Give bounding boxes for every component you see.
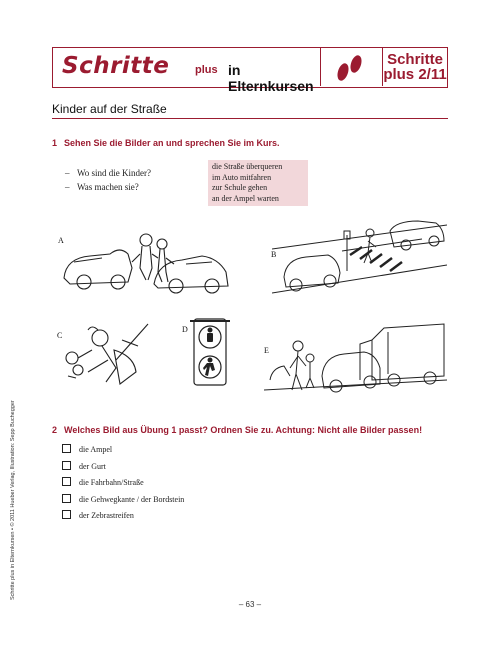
section-title: Kinder auf der Straße: [52, 102, 167, 116]
answer-checkbox[interactable]: [62, 510, 71, 519]
vocabulary-term: die Fahrbahn/Straße: [79, 478, 144, 487]
series-line-1: Schritte: [387, 51, 443, 68]
question-text: Was machen sie?: [77, 182, 139, 192]
children-crossing-between-cars-illustration: [62, 228, 232, 296]
child-with-seatbelt-illustration: [58, 320, 158, 395]
answer-checkbox[interactable]: [62, 461, 71, 470]
vocabulary-term: der Zebrastreifen: [79, 511, 134, 520]
phrase-item: an der Ampel warten: [212, 193, 279, 203]
phrase-item: im Auto mitfahren: [212, 172, 272, 182]
picture-label-e: E: [264, 346, 269, 355]
header-subtitle: in Elternkursen: [228, 62, 314, 94]
pedestrian-traffic-light-illustration: [190, 315, 230, 390]
answer-checkbox[interactable]: [62, 477, 71, 486]
task-2-instruction: [52, 425, 422, 435]
section-divider: [52, 118, 448, 119]
parked-cars-sidewalk-illustration: [264, 318, 447, 400]
picture-label-d: D: [182, 325, 188, 334]
task-2-number: 2: [52, 425, 58, 435]
question-item: [65, 168, 151, 178]
task-1-instruction: [52, 138, 280, 148]
answer-checkbox[interactable]: [62, 494, 71, 503]
question-dash: –: [65, 182, 70, 192]
page-header: [52, 47, 448, 94]
question-dash: –: [65, 168, 70, 178]
series-label: [382, 48, 447, 86]
task-1-number: 1: [52, 138, 58, 148]
phrase-item: zur Schule gehen: [212, 183, 268, 192]
task-2-text: Welches Bild aus Übung 1 passt? Ordnen Sie zu. Achtung: Nicht alle Bilder passen!: [64, 425, 423, 435]
header-title-cell: [53, 48, 321, 94]
copyright-credit: Schritte plus in Elternkursen • © 2011 Hueber Verlag, Illustration: Sepp Buchegger: [10, 400, 16, 600]
brand-name: Schritte: [62, 53, 170, 79]
question-text: Wo sind die Kinder?: [77, 168, 152, 178]
phrase-item: die Straße überqueren: [212, 162, 283, 171]
footprints-icon: [331, 52, 371, 84]
page-number: – 63 –: [238, 600, 262, 609]
picture-label-b: B: [271, 250, 277, 259]
picture-label-a: A: [58, 236, 64, 245]
vocabulary-term: die Gehwegkante / der Bordstein: [79, 494, 185, 504]
question-item: [65, 182, 139, 192]
brand-plus: plus: [195, 64, 218, 76]
zebra-crossing-street-illustration: [272, 217, 447, 297]
phrase-box: [208, 160, 308, 206]
answer-checkbox[interactable]: [62, 444, 71, 453]
vocabulary-term: der Gurt: [79, 461, 106, 471]
task-1-text: Sehen Sie die Bilder an und sprechen Sie im Kurs.: [64, 138, 280, 148]
picture-label-c: C: [57, 331, 63, 340]
series-line-2: plus 2/11: [383, 66, 447, 83]
vocabulary-term: die Ampel: [79, 445, 113, 454]
